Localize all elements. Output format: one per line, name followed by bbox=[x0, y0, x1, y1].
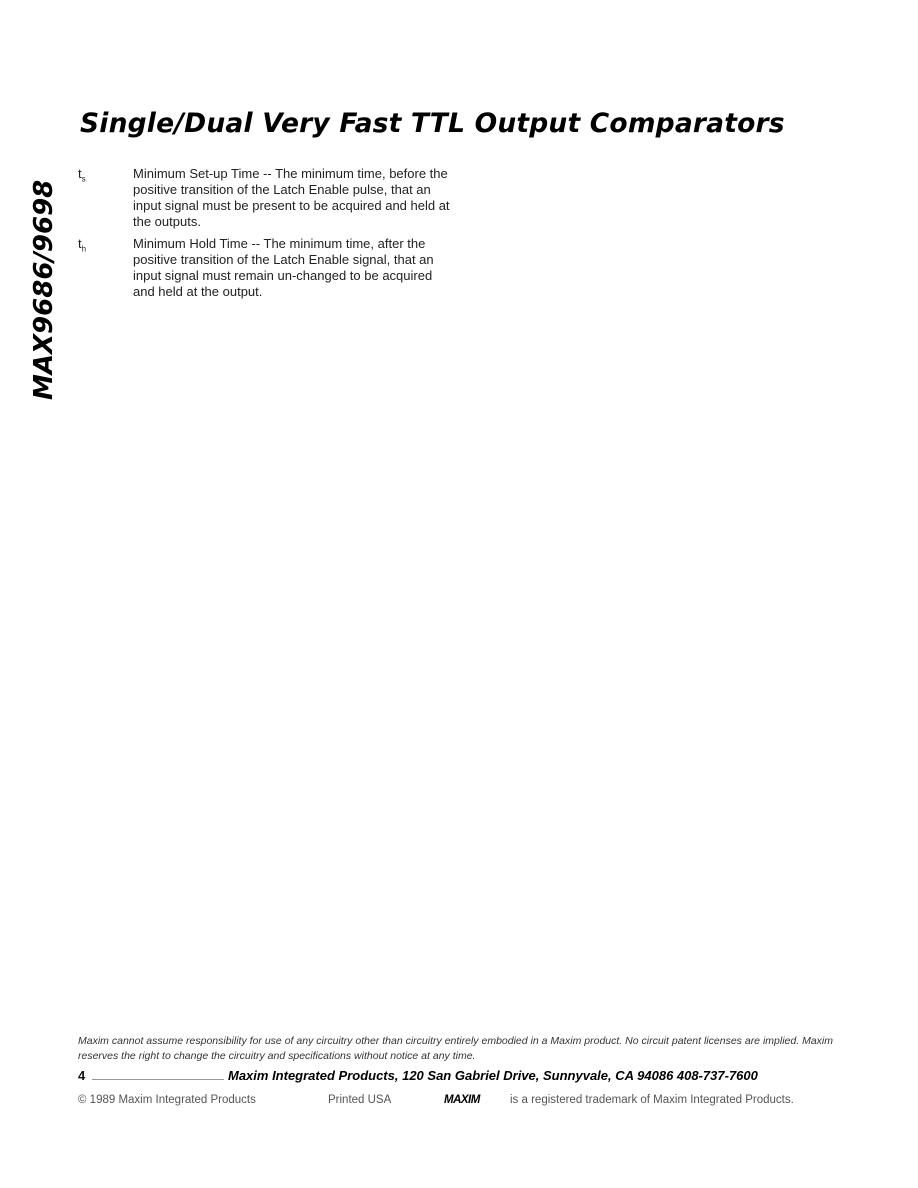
definition-symbol: $t_h$ bbox=[78, 236, 87, 254]
definition-text: Minimum Hold Time -- The minimum time, after the positive transition of the Latch Enable signal, that an input signal must remain un-changed to be acquired and held at the output. bbox=[133, 236, 434, 299]
trademark-notice: is a registered trademark of Maxim Integrated Products. bbox=[510, 1094, 794, 1106]
side-part-number: MAX9686/9698 bbox=[29, 179, 59, 400]
disclaimer: Maxim cannot assume responsibility for use of any circuitry other than circuitry entirely embodied in a Maxim product. No circuit patent licenses are implied. Maxim reserves the right to change the circuitry and specifications without notice at any time. bbox=[78, 1035, 833, 1062]
definition-symbol: $t_s$ bbox=[78, 166, 86, 184]
definitions-list bbox=[78, 166, 458, 306]
printed-in: Printed USA bbox=[328, 1094, 392, 1106]
footer-divider bbox=[92, 1069, 224, 1080]
maxim-logo: MAXIM bbox=[444, 1094, 480, 1106]
company-address: Maxim Integrated Products, 120 San Gabriel Drive, Sunnyvale, CA 94086 408-737-7600 bbox=[228, 1068, 758, 1083]
definition-item bbox=[78, 166, 458, 230]
definition-text: Minimum Set-up Time -- The minimum time, before the positive transition of the Latch Enable pulse, that an input signal must be present to be acquired and held at the outputs. bbox=[133, 166, 450, 229]
definition-item bbox=[78, 236, 458, 300]
footer-line bbox=[78, 1068, 830, 1086]
page-number: 4 bbox=[78, 1068, 86, 1083]
page-title: Single/Dual Very Fast TTL Output Comparators bbox=[80, 108, 785, 139]
copyright: © 1989 Maxim Integrated Products bbox=[78, 1094, 256, 1106]
